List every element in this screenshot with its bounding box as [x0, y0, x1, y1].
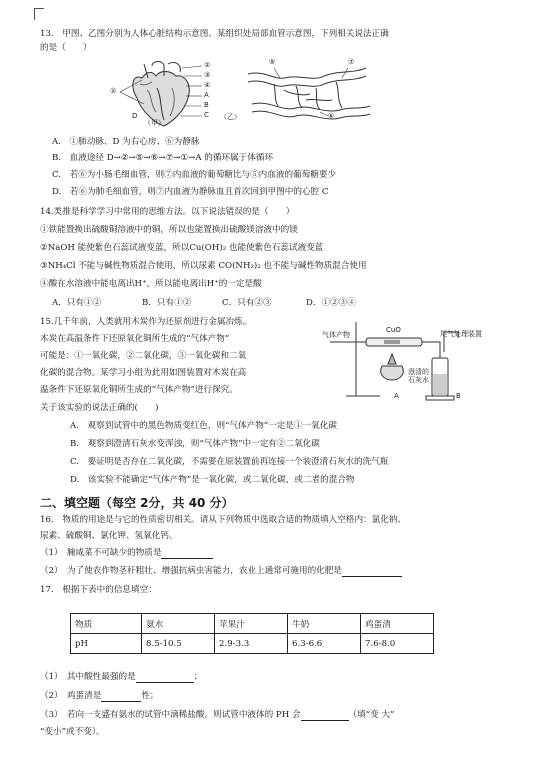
q17-sub3 [40, 709, 394, 721]
fig-b-label: B [456, 392, 461, 400]
section-title: 二、填空题（每空 2分，共 40 分） [40, 496, 234, 510]
heart-label-3: ③ [204, 71, 211, 79]
heart-label-b: B [204, 101, 209, 109]
q13-option-d: D. 若⑥为肺毛细血管，则⑦内血液为静脉血且首次回到甲图中的心腔 C [52, 187, 329, 197]
vessel-caption: （乙） [220, 113, 241, 121]
vessel-label-5: ⑤ [269, 58, 276, 66]
q17-sub2-text: （2） 鸡蛋清是 [40, 691, 102, 701]
fig-gas-label: 气体产物 [322, 331, 350, 339]
q16-line2: 尿素、硫酸铜、氯化钾、氢氧化钙。 [40, 531, 178, 541]
fig-tail-label: 尾气处理装置 [440, 330, 482, 338]
ph-table-header: 鸡蛋清 [361, 614, 434, 634]
fig-a-label: A [394, 392, 399, 400]
q17-sub2 [40, 690, 159, 702]
q17-blank-1[interactable] [136, 672, 194, 683]
page-corner-mark-h [34, 8, 44, 9]
ph-table-header-row [71, 614, 434, 634]
vessel-diagram [220, 58, 374, 126]
heart-label-4: ④ [204, 81, 211, 89]
q15-stem-line5: 温条件下还原氧化铜所生成的“气体产物”进行探究。 [40, 385, 238, 395]
q13-option-b: B. 血液途径 D→②→⑤→⑥→⑦→①→A 的循环属于体循环 [52, 153, 274, 163]
q14-item-2: ②NaOH 能使紫色石蕊试液变蓝，所以Cu(OH)₂ 也能使紫色石蕊试液变蓝 [40, 243, 324, 253]
heart-label-2: ② [204, 61, 211, 69]
ph-table-cell: 8.5-10.5 [142, 634, 215, 654]
q14-item-3: ③NH₄Cl 不能与碱性物质混合使用，所以尿素 CO(NH₂)₂ 也不能与碱性物质混合使用 [40, 261, 367, 271]
heart-label-a: A [204, 91, 209, 99]
q16-sub1-text: （1） 腌咸菜不可缺少的物质是 [40, 548, 162, 558]
q16-blank-2[interactable] [342, 566, 402, 577]
q17-sub1-text: （1） 其中酸性最强的是 [40, 672, 136, 682]
q17-sub3-line2: “变小”或不变）。 [40, 727, 105, 737]
q15-option-b: B. 观察到澄清石灰水变浑浊，则“气体产物”中一定有②二氧化碳 [70, 439, 320, 449]
fig-cuo-label: CuO [386, 326, 401, 334]
heart-diagram [112, 58, 222, 130]
q15-option-d: D. 该实验不能确定“气体产物”是一氧化碳，或二氧化碳，或二者的混合物 [70, 475, 355, 485]
q16-sub2-text: （2） 为了使农作物茎秆粗壮、增强抗病虫害能力，农业上通常可施用的化肥是 [40, 566, 342, 576]
q16-line1: 16. 物质的用途是与它的性质密切相关。请从下列物质中选取合适的物质填入空格内：氯化钠、 [40, 515, 407, 525]
q15-stem-line2: 木炭在高温条件下还原氧化铜所生成的“气体产物” [40, 334, 230, 344]
heart-caption: （甲） [144, 119, 165, 127]
fig-limewater-label: 澄清的石灰水 [408, 368, 429, 384]
q13-option-a: A. ①肺动脉、D 为右心房、⑥为静脉 [52, 137, 200, 147]
q15-option-a: A. 观察到试管中的黑色物质变红色，则“气体产物”一定是①一氧化碳 [70, 421, 337, 431]
heart-label-c: C [204, 111, 209, 119]
ph-table-row [71, 634, 434, 654]
q17-blank-3[interactable] [301, 710, 349, 721]
q14-item-1: ①铁能置换出硫酸铜溶液中的铜，所以也能置换出硫酸镁溶液中的镁 [40, 225, 298, 235]
q14-option-a: A．只有①② [52, 298, 102, 308]
q14-stem: 14.类推是科学学习中常用的思维方法。以下说法错误的是（ ） [40, 207, 295, 217]
q17-sub1-end: ； [193, 672, 203, 682]
apparatus-diagram [322, 318, 498, 404]
q16-sub1 [40, 547, 213, 559]
q15-stem-line1: 15.几千年前，人类就用木炭作为还原剂进行金属冶炼。 [40, 317, 252, 327]
q17-sub2-end: 性； [141, 691, 159, 701]
q13-option-c: C. 若⑥为小肠毛细血管，则⑦内血液的葡萄糖比与⑤内血液的葡萄糖要少 [52, 170, 337, 180]
ph-table-cell: pH [71, 634, 142, 654]
vessel-label-6: ⑥ [328, 112, 335, 120]
q13-stem-line2: 的是（ ） [40, 43, 92, 53]
page-corner-mark [34, 8, 35, 20]
q15-stem-line4: 化碳的混合物。某学习小组为此用如图装置对木炭在高 [40, 368, 247, 378]
vessel-label-7: ⑦ [348, 58, 355, 66]
ph-table-cell: 7.6-8.0 [361, 634, 434, 654]
q14-option-d: D．①②③④ [306, 298, 356, 308]
q15-stem-line3: 可能是：①一氧化碳，②二氧化碳，③一氧化碳和二氧 [40, 351, 247, 361]
q17-blank-2[interactable] [101, 691, 141, 702]
ph-table-header: 苹果汁 [215, 614, 288, 634]
q17-sub3-end: （填“变 大” [348, 710, 395, 720]
ph-table-header: 牛奶 [288, 614, 361, 634]
q14-item-4: ④酸在水溶液中能电离出H⁺，所以能电离出H⁺的一定是酸 [40, 279, 262, 289]
q17-sub3-text: （3） 若向一支盛有氨水的试管中滴稀盐酸，则试管中液体的 PH 会 [40, 710, 301, 720]
ph-table-cell: 2.9-3.3 [215, 634, 288, 654]
q14-option-c: C．只有②③ [222, 298, 272, 308]
heart-label-d: D [132, 112, 138, 120]
ph-table-header: 氨水 [142, 614, 215, 634]
q15-option-c: C. 要证明是否存在二氧化碳，不需要在原装置前再连接一个装澄清石灰水的洗气瓶 [70, 457, 389, 467]
q14-option-b: B．只有①② [142, 298, 192, 308]
q17-stem: 17. 根据下表中的信息填空： [40, 585, 157, 595]
heart-label-1: ① [110, 87, 117, 95]
q16-blank-1[interactable] [161, 548, 213, 559]
ph-table-header: 物质 [71, 614, 142, 634]
q15-stem-line6: 关于该实验的说法正确的( ) [40, 403, 159, 413]
q13-stem-line1: 13. 甲图、乙图分别为人体心脏结构示意图、某组织处局部血管示意图，下列相关说法正确 [40, 29, 389, 39]
ph-table-cell: 6.3-6.6 [288, 634, 361, 654]
ph-table [70, 613, 434, 654]
q17-sub1 [40, 671, 202, 683]
q16-sub2 [40, 565, 402, 577]
